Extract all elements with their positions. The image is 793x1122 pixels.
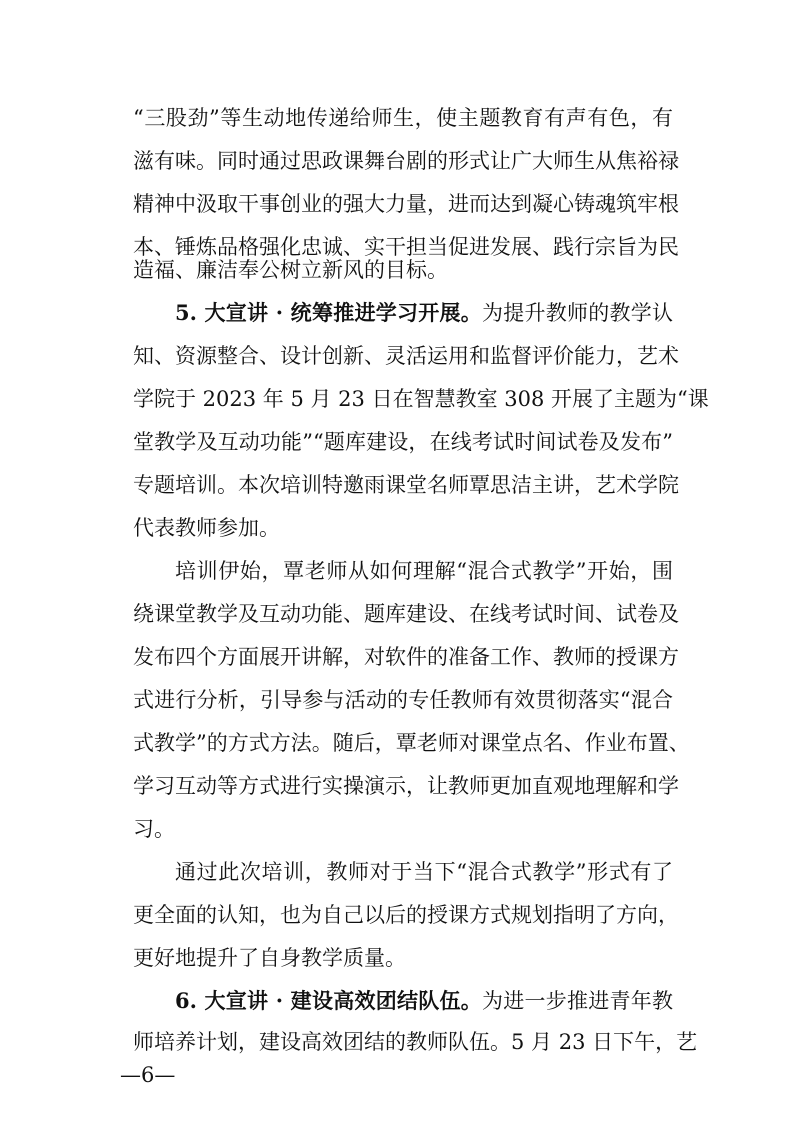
paragraph-line: 精神中汲取干事创业的强大力量，进而达到凝心铸魂筑牢根 [133, 192, 679, 216]
section-6-heading: 6. 大宣讲 · 建设高效团结队伍。 [175, 988, 482, 1013]
paragraph-line [133, 938, 673, 978]
section-5-first-line [175, 293, 673, 333]
paragraph-line: 本、锤炼品格强化忠诚、实干担当促进发展、践行宗旨为民 [133, 235, 679, 259]
paragraph-line: 学院于 2023 年 5 月 23 日在智慧教室 308 开展了主题为“课 [133, 387, 709, 411]
section-6-text: 为进一步推进青年教 [481, 989, 673, 1013]
paragraph-line [133, 809, 673, 849]
paragraph-line: 绕课堂教学及互动功能、题库建设、在线考试时间、试卷及 [133, 602, 679, 626]
paragraph-line [133, 508, 673, 548]
paragraph-text: 更好地提升了自身教学质量。 [133, 946, 406, 970]
section-5-text: 为提升教师的教学认 [481, 301, 673, 325]
paragraph-text: 习。 [133, 817, 175, 841]
paragraph-line [133, 250, 673, 290]
paragraph-line: 专题培训。本次培训特邀雨课堂名师覃思洁主讲，艺术学院 [133, 473, 679, 497]
paragraph-line: 师培养计划，建设高效团结的教师队伍。5 月 23 日下午，艺 [133, 1030, 698, 1054]
section-5-heading: 5. 大宣讲 · 统筹推进学习开展。 [175, 300, 482, 325]
page-number: —6— [120, 1063, 176, 1087]
paragraph-line: 学习互动等方式进行实操演示，让教师更加直观地理解和学 [133, 774, 679, 798]
paragraph-line: 更全面的认知，也为自己以后的授课方式规划指明了方向， [133, 903, 679, 927]
section-6-first-line [175, 981, 673, 1021]
paragraph-line: 堂教学及互动功能”“题库建设，在线考试时间试卷及发布” [133, 430, 673, 454]
paragraph-line: 知、资源整合、设计创新、灵活运用和监督评价能力，艺术 [133, 344, 679, 368]
paragraph-text: 造福、廉洁奉公树立新风的目标。 [133, 258, 448, 282]
paragraph-line: 发布四个方面展开讲解，对软件的准备工作、教师的授课方 [133, 645, 679, 669]
paragraph-line: 培训伊始，覃老师从如何理解“混合式教学”开始，围 [175, 559, 673, 583]
paragraph-line: 通过此次培训，教师对于当下“混合式教学”形式有了 [175, 860, 673, 884]
paragraph-line: 滋有味。同时通过思政课舞台剧的形式让广大师生从焦裕禄 [133, 149, 679, 173]
paragraph-line: 式进行分析，引导参与活动的专任教师有效贯彻落实“混合 [133, 688, 673, 712]
paragraph-line: 式教学”的方式方法。随后，覃老师对课堂点名、作业布置、 [133, 731, 690, 755]
paragraph-text: 代表教师参加。 [133, 516, 280, 540]
paragraph-line: “三股劲”等生动地传递给师生，使主题教育有声有色，有 [133, 106, 673, 130]
